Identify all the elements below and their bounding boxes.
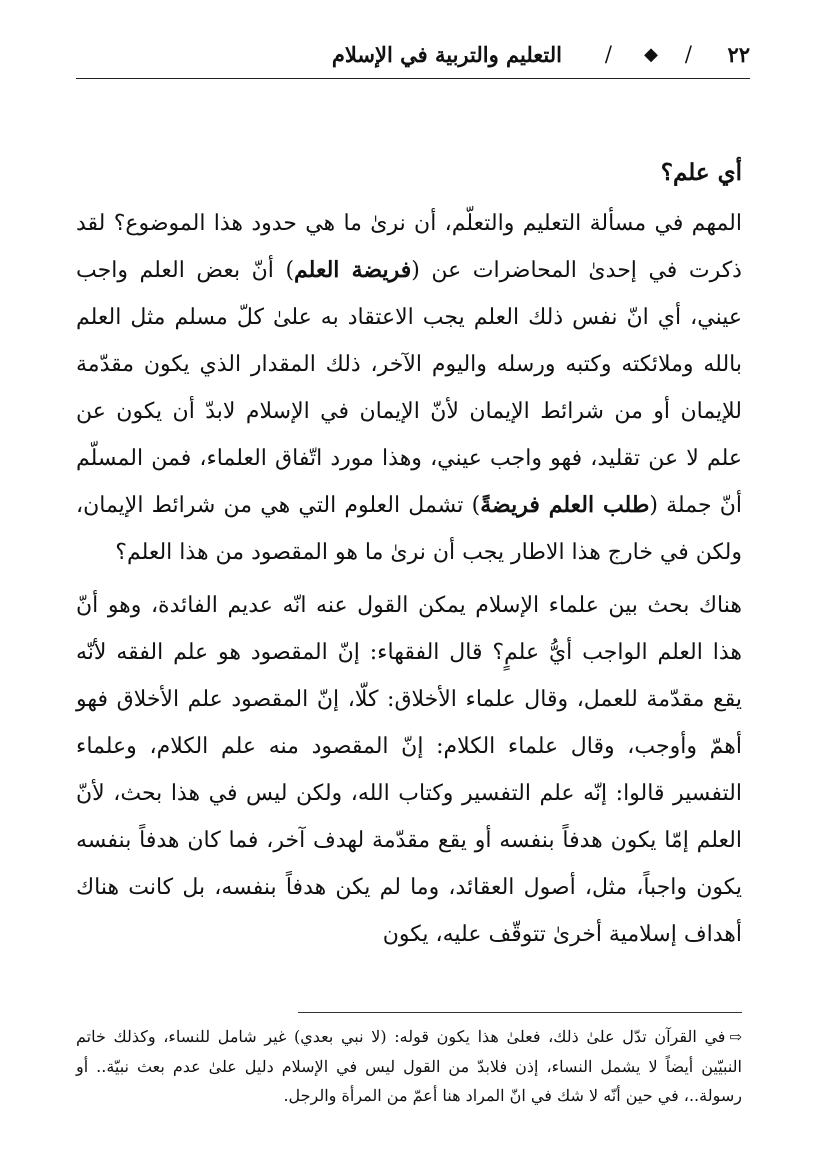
bold-term-obligation: فريضة العلم <box>294 257 412 283</box>
paragraph-1-text: ) تشمل العلوم التي هي من شرائط الإيمان، ولكن في خارج هذا الاطار يجب أن نرىٰ ما هو المقصود من هذا العلم؟ <box>76 493 742 565</box>
header-rule <box>76 78 750 79</box>
continuation-arrow-icon: ⇨ <box>729 1028 742 1046</box>
header-separator: / <box>684 42 692 66</box>
paragraph-1-text: ) أنّ بعض العلم واجب عيني، أي انّ نفس ذلك العلم يجب الاعتقاد به علىٰ كلّ مسلم مثل العلم بالله وملائكته وكتبه ورسله واليوم الآخر، ذلك المقدار الذي يكون مقدّمة للإيمان أو من شرائط الإيمان لأنّ الإيمان في الإسلام لابدّ أن يكون عن علم لا عن تقليد، فهو واجب عيني، وهذا مورد اتّفاق العلماء، فمن المسلّم أنّ جملة ( <box>76 258 743 518</box>
running-header <box>0 38 818 78</box>
footnote-rule <box>298 1012 742 1013</box>
header-title: التعليم والتربية في الإسلام <box>331 42 562 67</box>
bold-hadith-quote: طلب العلم فريضةً <box>480 492 650 518</box>
section-heading: أي علم؟ <box>660 159 742 186</box>
header-separator: / <box>604 42 612 66</box>
paragraph-1-text: المهم في مسألة التعليم والتعلّم، أن نرىٰ ما هي حدود هذا الموضوع؟ لقد ذكرت في إحدىٰ المحاضرات عن ( <box>76 211 742 283</box>
main-text <box>76 150 742 958</box>
page-number: ٢٢ <box>727 42 750 67</box>
footnote-text: في القرآن تدّل علىٰ ذلك، فعلىٰ هذا يكون قوله: (لا نبي بعدي) غير شامل للنساء، وكذلك خاتم النبيّين أيضاً لا يشمل النساء، إذن فلابدّ من القول ليس في الإسلام دليل علىٰ عدم بعث نبيّة.. أو رسولة..، في حين أنّه لا شك في انّ المراد هنا أعمّ من المرأة والرجل. <box>76 1027 743 1105</box>
paragraph-2: هناك بحث بين علماء الإسلام يمكن القول عنه انّه عديم الفائدة، وهو أنّ هذا العلم الواجب أيُّ علمٍ؟ قال الفقهاء: إنّ المقصود هو علم الفقه لأنّه يقع مقدّمة للعمل، وقال علماء الأخلاق: كلّا، إنّ المقصود علم الأخلاق فهو أهمّ وأوجب، وقال علماء الكلام: إنّ المقصود منه علم الكلام، وعلماء التفسير قالوا: إنّه علم التفسير وكتاب الله، ولكن ليس في هذا بحث، لأنّ العلم إمّا يكون هدفاً بنفسه أو يقع مقدّمة لهدف آخر، فما كان هدفاً بنفسه يكون واجباً، مثل، أصول العقائد، وما لم يكن هدفاً بنفسه، بل كانت هناك أهداف إسلامية أخرىٰ تتوقّف عليه، يكون <box>76 593 742 947</box>
paragraph-1 <box>76 200 742 576</box>
diamond-ornament-icon: ◆ <box>644 44 658 65</box>
footnote <box>76 1022 742 1110</box>
